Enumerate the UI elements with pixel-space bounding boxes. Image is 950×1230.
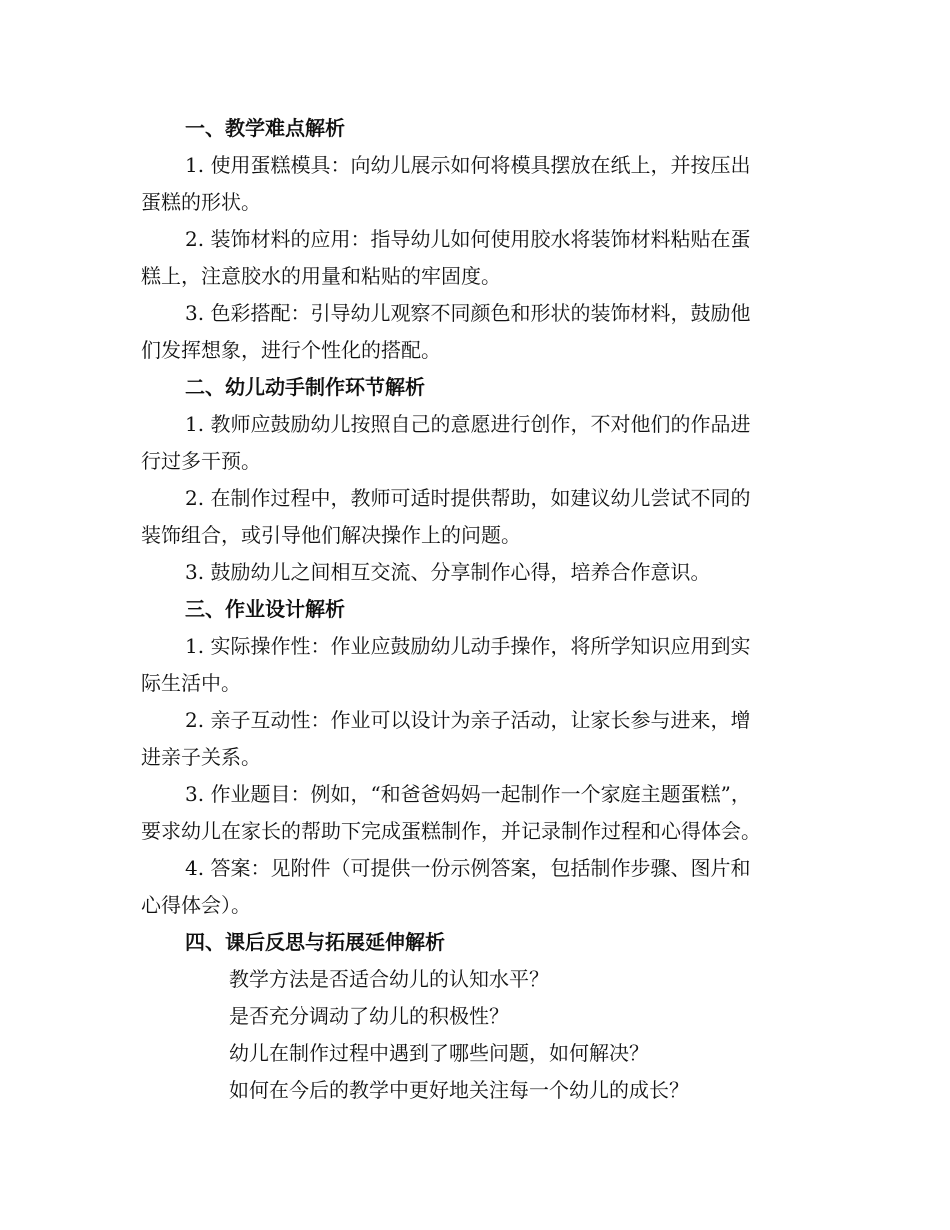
reflection-question: 幼儿在制作过程中遇到了哪些问题，如何解决？	[229, 1041, 649, 1065]
paragraph-line: 糕上，注意胶水的用量和粘贴的牢固度。	[141, 264, 501, 288]
reflection-question: 是否充分调动了幼儿的积极性？	[229, 1004, 509, 1028]
paragraph-line: 1. 教师应鼓励幼儿按照自己的意愿进行创作，不对他们的作品进	[185, 412, 751, 436]
paragraph-line: 心得体会）。	[141, 893, 251, 917]
heading-reflection: 四、课后反思与拓展延伸解析	[185, 930, 445, 954]
paragraph-line: 2. 在制作过程中，教师可适时提供帮助，如建议幼儿尝试不同的	[185, 486, 751, 510]
paragraph-line: 3. 作业题目：例如，“和爸爸妈妈一起制作一个家庭主题蛋糕”，	[185, 782, 751, 806]
paragraph-line: 2. 亲子互动性：作业可以设计为亲子活动，让家长参与进来，增	[185, 708, 751, 732]
paragraph-line: 1. 实际操作性：作业应鼓励幼儿动手操作，将所学知识应用到实	[185, 634, 751, 658]
paragraph-line: 要求幼儿在家长的帮助下完成蛋糕制作，并记录制作过程和心得体会。	[141, 819, 761, 843]
paragraph-line: 4. 答案：见附件（可提供一份示例答案，包括制作步骤、图片和	[185, 856, 751, 880]
heading-hands-on: 二、幼儿动手制作环节解析	[185, 375, 425, 399]
paragraph-line: 3. 鼓励幼儿之间相互交流、分享制作心得，培养合作意识。	[185, 560, 711, 584]
paragraph-line: 际生活中。	[141, 671, 241, 695]
heading-homework: 三、作业设计解析	[185, 597, 345, 621]
paragraph-line: 2. 装饰材料的应用：指导幼儿如何使用胶水将装饰材料粘贴在蛋	[185, 227, 751, 251]
paragraph-line: 1. 使用蛋糕模具：向幼儿展示如何将模具摆放在纸上，并按压出	[185, 153, 751, 177]
heading-difficulty: 一、教学难点解析	[185, 116, 345, 140]
paragraph-line: 们发挥想象，进行个性化的搭配。	[141, 338, 441, 362]
paragraph-line: 进亲子关系。	[141, 745, 261, 769]
paragraph-line: 3. 色彩搭配：引导幼儿观察不同颜色和形状的装饰材料，鼓励他	[185, 301, 751, 325]
paragraph-line: 蛋糕的形状。	[141, 190, 261, 214]
paragraph-line: 装饰组合，或引导他们解决操作上的问题。	[141, 523, 521, 547]
reflection-question: 如何在今后的教学中更好地关注每一个幼儿的成长？	[229, 1078, 689, 1102]
reflection-question: 教学方法是否适合幼儿的认知水平？	[229, 967, 549, 991]
paragraph-line: 行过多干预。	[141, 449, 261, 473]
